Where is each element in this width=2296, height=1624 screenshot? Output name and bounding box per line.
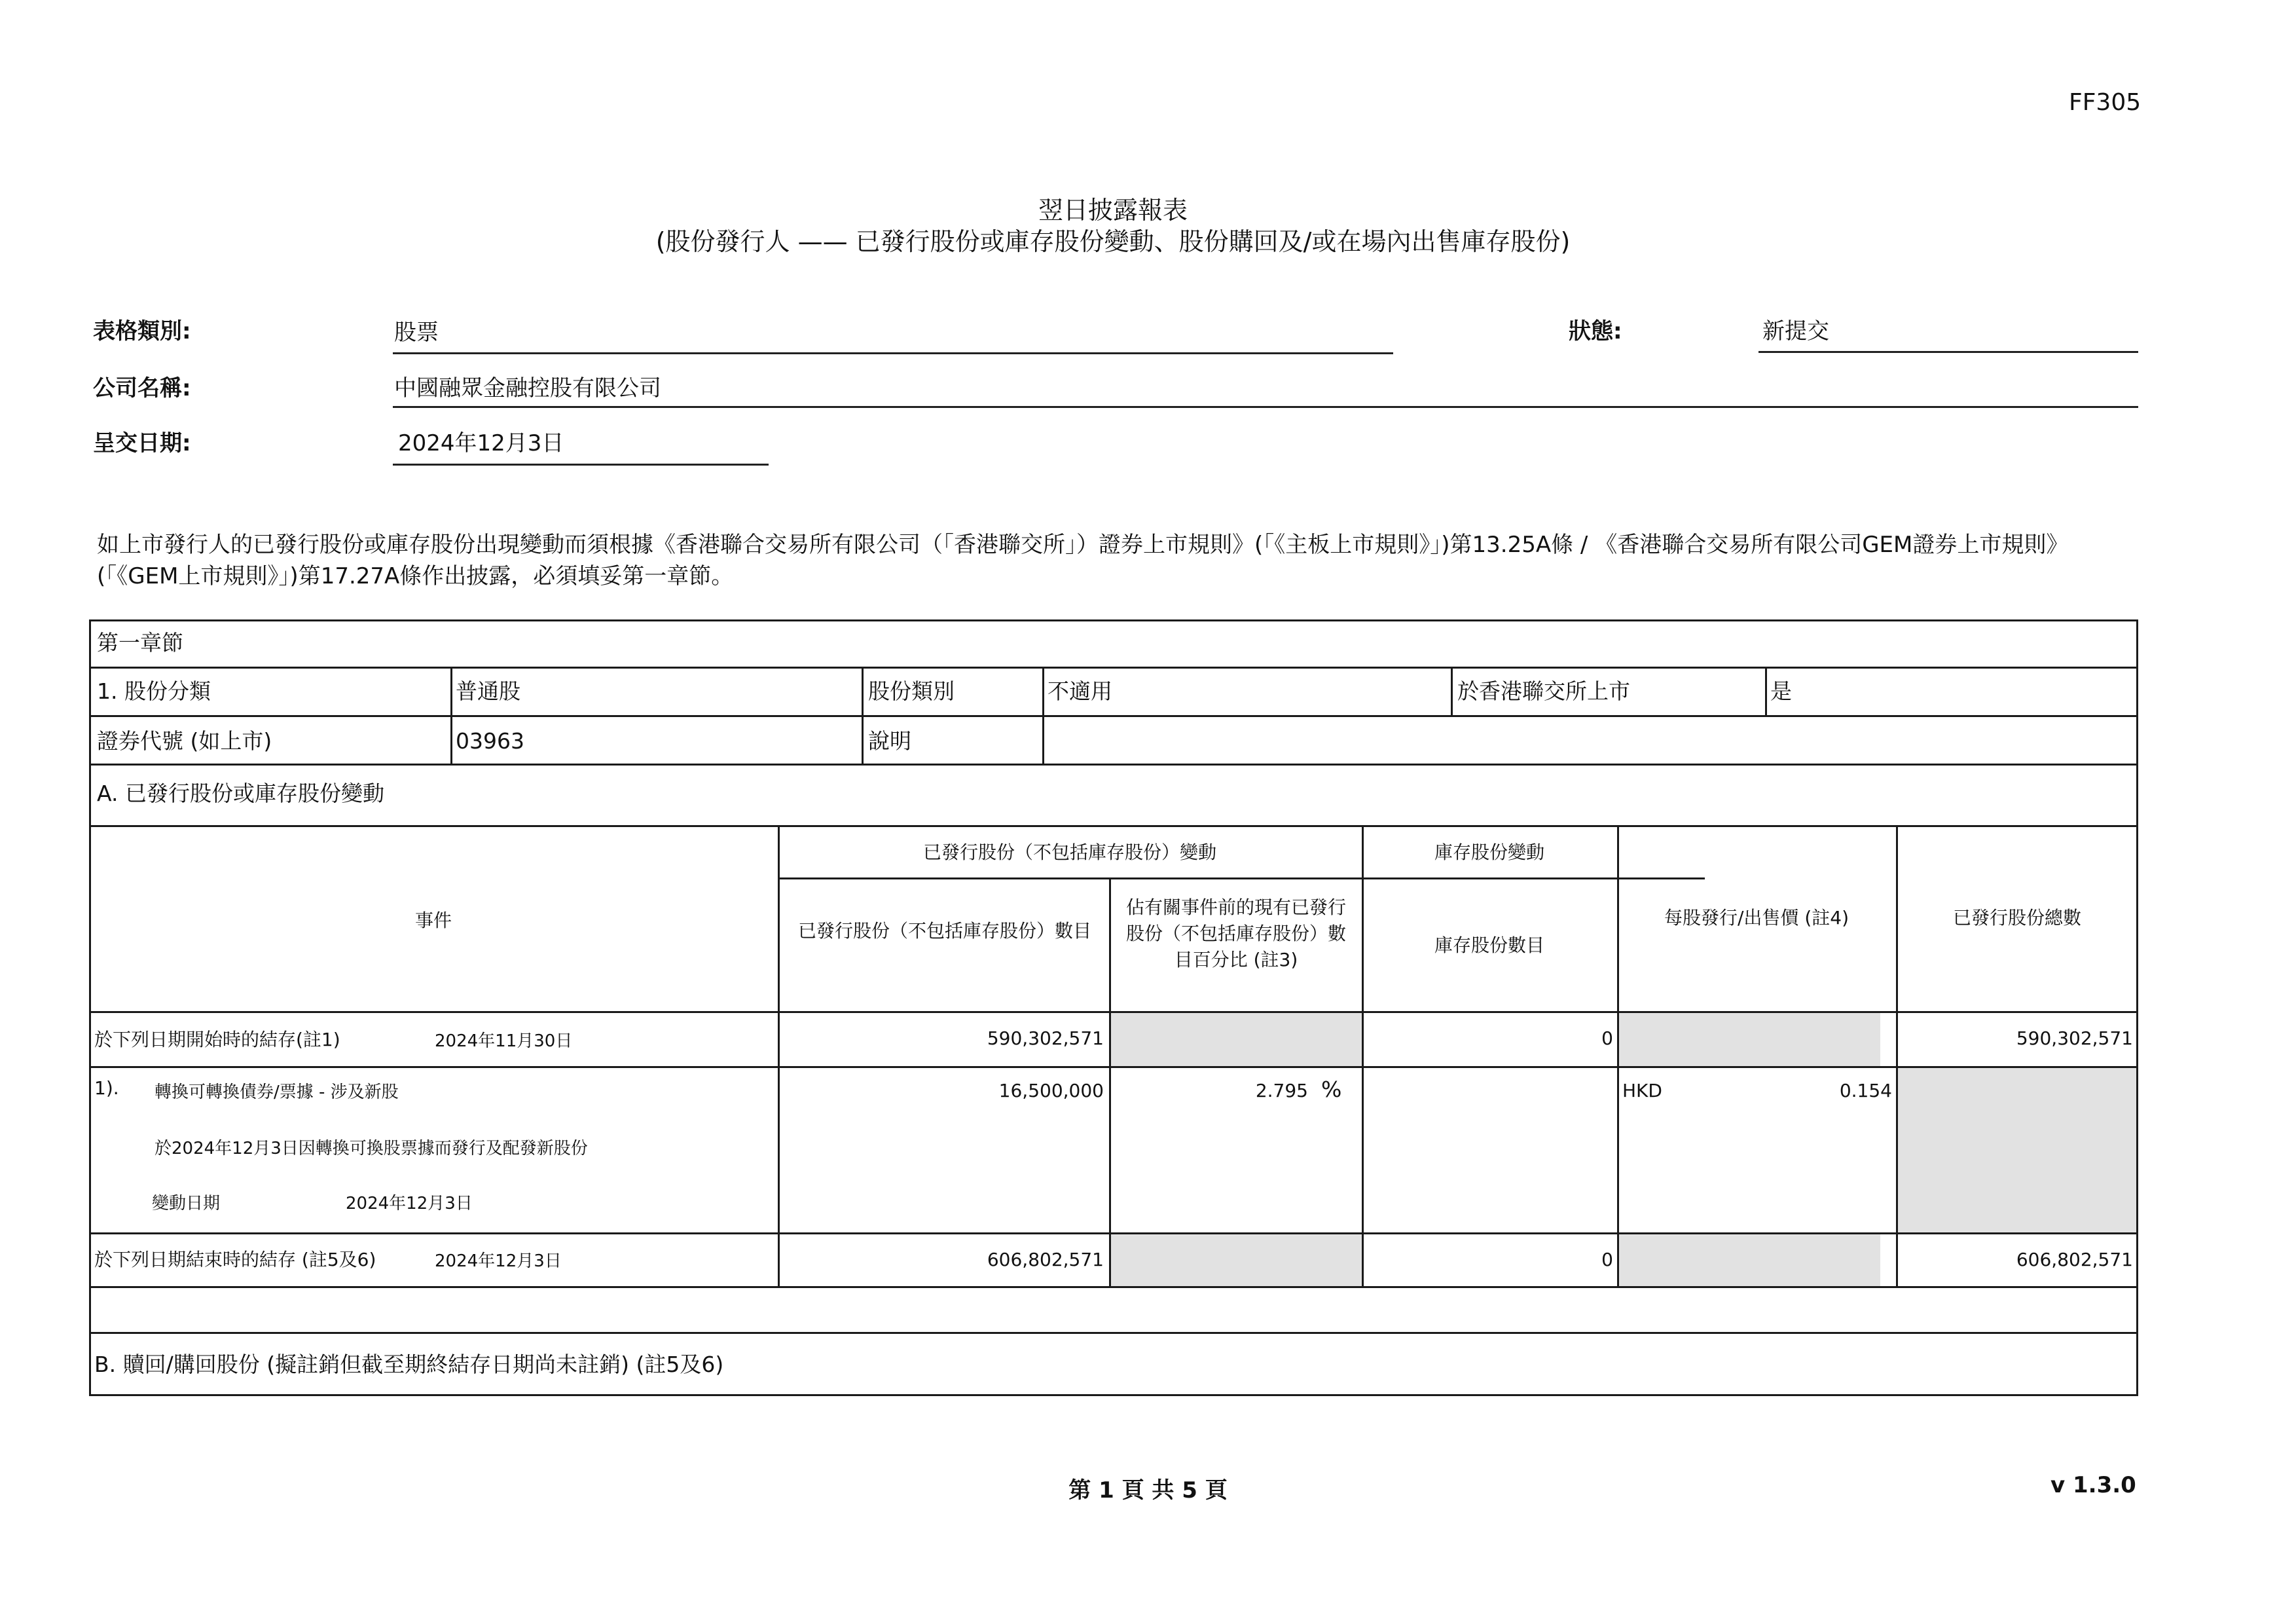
form-type-underline: [393, 352, 1393, 354]
grid-line: [1451, 667, 1453, 715]
company-underline: [393, 406, 2138, 408]
listed-label: 於香港聯交所上市: [1457, 678, 1630, 704]
form-subtitle: (股份發行人 —— 已發行股份或庫存股份變動、股份購回及/或在場內出售庫存股份): [655, 227, 1571, 256]
grid-line: [1362, 825, 1364, 1286]
closing-label: 於下列日期結束時的結存 (註5及6): [94, 1249, 376, 1270]
listed-value: 是: [1770, 678, 1792, 704]
status-value: 新提交: [1762, 318, 1829, 344]
opening-issued: 590,302,571: [987, 1027, 1104, 1049]
closing-treasury: 0: [1601, 1249, 1613, 1270]
part-b-title: B. 贖回/購回股份 (擬註銷但截至期終結存日期尚未註銷) (註5及6): [94, 1352, 724, 1377]
event1-pct-unit: %: [1321, 1077, 1342, 1102]
grid-line: [1042, 667, 1044, 764]
grid-line: [89, 1011, 2138, 1013]
col-treasury-group-header: 庫存股份變動: [1434, 841, 1544, 863]
grid-line: [89, 764, 2138, 766]
grid-line: [89, 825, 2138, 827]
status-underline: [1758, 351, 2138, 353]
grid-line: [1617, 825, 1619, 1286]
closing-issued: 606,802,571: [987, 1249, 1104, 1270]
grid-line: [89, 667, 2138, 669]
opening-date: 2024年11月30日: [435, 1031, 573, 1051]
col-total-header: 已發行股份總數: [1952, 907, 2081, 929]
grid-line: [862, 667, 864, 764]
event1-price: 0.154: [1839, 1080, 1892, 1101]
status-label: 狀態:: [1569, 318, 1622, 344]
grid-line: [1765, 667, 1767, 715]
gray-cell: [1618, 1012, 1880, 1067]
grid-line: [450, 667, 452, 764]
part-a-title: A. 已發行股份或庫存股份變動: [97, 781, 384, 806]
closing-date: 2024年12月3日: [435, 1251, 562, 1271]
event1-number: 1).: [94, 1077, 119, 1099]
gray-cell: [1618, 1234, 1880, 1287]
company-value: 中國融眾金融控股有限公司: [394, 375, 661, 401]
event1-currency: HKD: [1622, 1080, 1662, 1101]
grid-line: [89, 619, 91, 1396]
col-event-header: 事件: [414, 910, 452, 931]
grid-line: [1896, 825, 1898, 1286]
stock-code-value: 03963: [456, 728, 524, 754]
description-label: 說明: [868, 728, 911, 754]
share-type-label: 股份類別: [868, 678, 955, 704]
grid-line: [89, 1066, 2138, 1068]
gray-cell: [1896, 1067, 2138, 1234]
col-issued-group-header: 已發行股份（不包括庫存股份）變動: [922, 841, 1216, 863]
grid-line: [778, 877, 1705, 879]
event1-pct: 2.795: [1255, 1080, 1308, 1101]
page-number: 第 1 頁 共 5 頁: [1068, 1477, 1228, 1504]
date-value: 2024年12月3日: [398, 430, 564, 456]
grid-line: [89, 1286, 2138, 1288]
grid-line: [89, 1332, 2138, 1334]
col-issued-count-header: 已發行股份（不包括庫存股份）數目: [797, 920, 1091, 942]
event1-issued: 16,500,000: [998, 1080, 1104, 1101]
share-class-label: 1. 股份分類: [97, 678, 211, 704]
gray-cell: [1110, 1234, 1362, 1287]
opening-label: 於下列日期開始時的結存(註1): [94, 1029, 340, 1050]
share-type-value: 不適用: [1048, 678, 1112, 704]
form-code: FF305: [2069, 89, 2141, 116]
opening-treasury: 0: [1601, 1027, 1613, 1049]
grid-line: [2136, 619, 2138, 1396]
intro-paragraph: 如上市發行人的已發行股份或庫存股份出現變動而須根據《香港聯合交易所有限公司（「香港聯交所」）證券上市規則》(「《主板上市規則》」)第13.25A條 / 《香港聯合交易所有限公司GEM證券上市規則》(「《GEM上市規則》」)第17.27A條作出披露，必須填妥第一章節。: [97, 532, 2069, 589]
form-title: 翌日披露報表: [1038, 196, 1188, 225]
event1-change-date: 2024年12月3日: [346, 1194, 473, 1213]
col-price-header: 每股發行/出售價 (註4): [1664, 907, 1849, 929]
grid-line: [89, 715, 2138, 717]
stock-code-label: 證券代號 (如上市): [97, 728, 272, 754]
event1-description: 於2024年12月3日因轉換可換股票據而發行及配發新股份: [155, 1139, 588, 1158]
section1-table: [89, 619, 2138, 1396]
version-label: v 1.3.0: [2050, 1472, 2136, 1498]
grid-line: [89, 1232, 2138, 1234]
closing-total: 606,802,571: [2016, 1249, 2133, 1270]
form-type-value: 股票: [394, 320, 439, 346]
grid-line: [1109, 877, 1111, 1286]
date-underline: [393, 464, 769, 466]
section1-title: 第一章節: [97, 630, 183, 655]
event1-change-date-label: 變動日期: [152, 1194, 221, 1213]
grid-line: [778, 825, 780, 1286]
grid-line: [89, 619, 2138, 621]
form-type-label: 表格類別:: [93, 318, 191, 344]
share-class-value: 普通股: [456, 678, 520, 704]
col-treasury-count-header: 庫存股份數目: [1434, 934, 1544, 956]
grid-line: [89, 1394, 2138, 1396]
gray-cell: [1110, 1012, 1362, 1067]
company-label: 公司名稱:: [93, 375, 191, 401]
event1-type: 轉換可轉換債券/票據 - 涉及新股: [155, 1082, 399, 1102]
col-issued-pct-header: 佔有關事件前的現有已發行股份（不包括庫存股份）數目百分比 (註3): [1125, 896, 1346, 970]
opening-total: 590,302,571: [2016, 1027, 2133, 1049]
date-label: 呈交日期:: [93, 430, 191, 456]
